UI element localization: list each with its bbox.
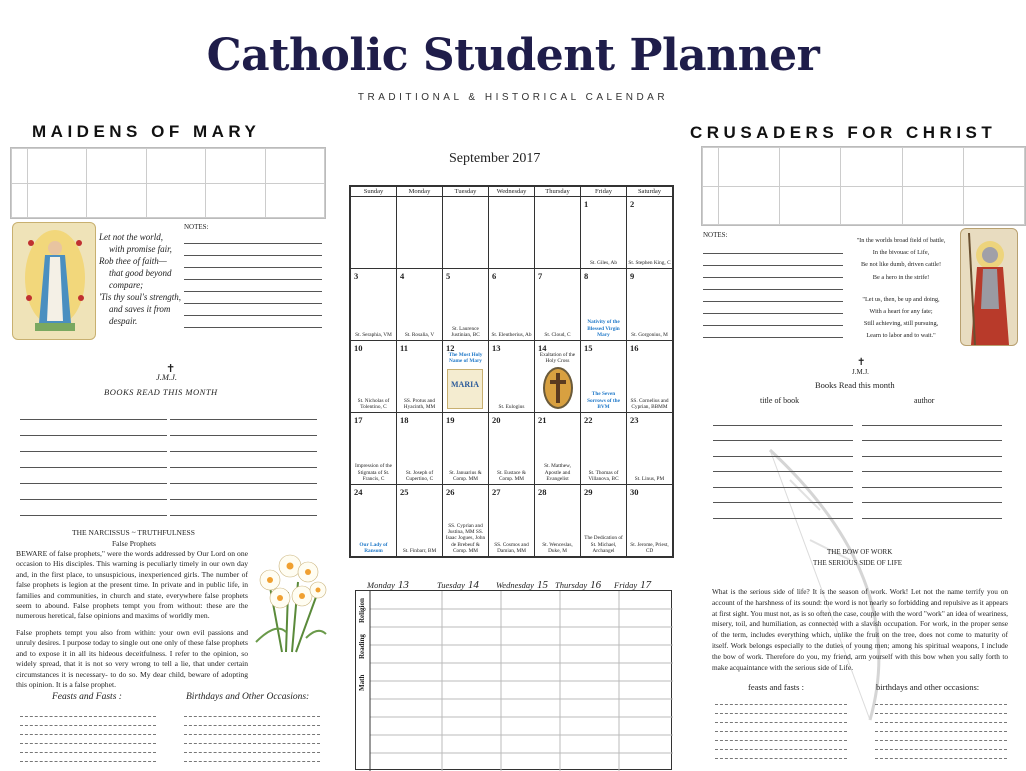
right-birthdays-lines <box>875 696 1007 759</box>
calendar-day-cell[interactable] <box>581 485 627 557</box>
weekday-header: Sunday <box>351 187 397 197</box>
feast-label: SS. Protus and Hyacinth, MM <box>403 397 436 410</box>
feast-label: St. Thomas of Villanova, BC <box>588 469 619 482</box>
right-top-grid <box>701 146 1026 226</box>
weekly-day-name: Monday <box>367 580 395 590</box>
right-article-para: What is the serious side of life? It is the season of work. Work! Let not the name terrify you on account of the harshness of its sound: the word is not nearly so forbidding and repulsive as it appears at first sight. You must not, as is so often the case, couple with the word "work" an idea of weariness, misery, toil, and humiliation, as connected with a slavish occupation. For work, in the proper sense of the term, includes everything which, unlike the fruit on the tree, does not come to maturity of itself. Work belongs especially to the duties of young men; among his spiritual weapons, I include the bow of work. Therefore do you, my friend, arm yourself with this bow when you sally forth to make acquaintance with the serious side of Life. <box>712 587 1008 672</box>
left-books-lines-b <box>170 404 317 516</box>
left-article-para1: BEWARE of false prophets," were the words addressed by Our Lord on one occasion to His disciples. This warning is peculiarly timely in our own day and, in the first place, to unsuspicious, inexperienced girls. The number of false prophets is legion at the present time. In private and in public life, in families and communities, in church and state, everywhere false prophets seem to abound. False prophets tempt you from without: these are the numerous heretical, false opinions and maxims of worldly men. <box>16 549 248 621</box>
day-number: 17 <box>354 415 363 425</box>
day-number: 15 <box>584 343 593 353</box>
day-number: 27 <box>492 487 501 497</box>
weekly-grid <box>356 591 673 771</box>
calendar-day-cell[interactable] <box>489 485 535 557</box>
feast-label: The Seven Sorrows of the BVM <box>587 391 620 410</box>
calendar-day-cell[interactable] <box>627 341 673 413</box>
feast-label: St. Laurence Justinian, BC <box>451 325 480 338</box>
subject-label: Math <box>358 674 366 692</box>
day-number: 16 <box>630 343 639 353</box>
right-col-author: author <box>914 396 935 405</box>
right-poem <box>846 235 956 343</box>
feast-label: St. Eustace & Comp. MM <box>497 469 526 482</box>
day-number: 1 <box>584 199 589 209</box>
saint-knight-image <box>960 228 1018 346</box>
calendar-day-cell[interactable] <box>535 269 581 341</box>
calendar-day-cell[interactable] <box>581 269 627 341</box>
weekday-header: Tuesday <box>443 187 489 197</box>
calendar-day-cell[interactable] <box>397 269 443 341</box>
calendar-day-cell[interactable] <box>443 269 489 341</box>
day-number: 13 <box>492 343 501 353</box>
calendar-week-row <box>351 197 673 269</box>
right-notes-label: NOTES: <box>703 231 728 239</box>
poem-line <box>846 284 956 294</box>
calendar-day-cell[interactable] <box>443 197 489 269</box>
day-number: 12 <box>446 343 455 353</box>
calendar-month-title: September 2017 <box>449 151 541 166</box>
poem-line: Be not like dumb, driven cattle! <box>860 261 942 269</box>
day-number: 23 <box>630 415 639 425</box>
right-notes-lines <box>703 242 843 338</box>
calendar-day-cell[interactable] <box>489 413 535 485</box>
poem-line: "Let us, then, be up and doing, <box>862 295 940 303</box>
calendar-day-cell[interactable] <box>581 341 627 413</box>
feast-label: Nativity of the Blessed Virgin Mary <box>587 319 620 338</box>
feast-label: St. Seraphia, VM <box>355 331 392 338</box>
poem-line: Rob thee of faith— <box>99 256 167 266</box>
weekly-day-number: 15 <box>536 579 548 591</box>
poem-line: 'Tis thy soul's strength, <box>99 292 182 302</box>
left-birthdays-lines <box>184 708 320 762</box>
calendar-week-row <box>351 269 673 341</box>
calendar-day-cell[interactable] <box>581 197 627 269</box>
calendar-week-row <box>351 413 673 485</box>
day-number: 3 <box>354 271 359 281</box>
maria-monogram-image: MARIA <box>447 369 483 409</box>
left-books-title: BOOKS READ THIS MONTH <box>104 387 218 397</box>
right-birthdays-label: birthdays and other occasions: <box>876 682 980 692</box>
weekday-header: Friday <box>581 187 627 197</box>
left-feasts-label: Feasts and Fasts : <box>52 692 122 702</box>
day-number: 9 <box>630 271 635 281</box>
feast-label: St. Finbarr, BM <box>402 547 437 554</box>
poem-line: and saves it from <box>109 304 171 314</box>
day-number: 24 <box>354 487 363 497</box>
right-books-lines-b <box>862 410 1002 519</box>
calendar-day-cell[interactable] <box>627 269 673 341</box>
feast-label: St. Nicholas of Tolentino, C <box>357 397 390 410</box>
right-feasts-label: feasts and fasts : <box>748 682 804 692</box>
weekly-day-name: Wednesday <box>496 580 534 590</box>
poem-line: "In the worlds broad field of battle, <box>856 237 946 244</box>
feast-label: Our Lady of Ransom <box>359 541 388 554</box>
subject-label: Reading <box>358 634 366 660</box>
left-books-lines-a <box>20 404 167 516</box>
feast-label: St. Matthew, Apostle and Evangelist <box>544 463 571 482</box>
day-number: 8 <box>584 271 589 281</box>
day-number: 21 <box>538 415 547 425</box>
calendar-day-cell[interactable] <box>351 413 397 485</box>
right-cross-icon: ✝ <box>857 357 866 368</box>
feast-label: St. Giles, Ab <box>589 259 618 266</box>
day-number: 19 <box>446 415 455 425</box>
right-feasts-lines <box>715 696 847 759</box>
right-jmj: J.M.J. <box>852 368 869 376</box>
right-col-title: title of book <box>760 396 800 405</box>
feast-label: St. Januarius & Comp. MM <box>449 469 482 482</box>
feast-label: The Most Holy Name of Mary <box>448 352 483 365</box>
feast-label: St. Rosalia, V <box>404 331 435 338</box>
day-number: 6 <box>492 271 497 281</box>
weekly-day-name: Tuesday <box>437 580 465 590</box>
feast-label: St. Eleutherius, Ab <box>491 331 532 338</box>
poem-line: despair. <box>109 316 138 326</box>
day-number: 7 <box>538 271 543 281</box>
weekly-day-number: 13 <box>397 579 409 591</box>
weekday-header: Wednesday <box>489 187 535 197</box>
right-panel-heading: CRUSADERS FOR CHRIST <box>690 123 997 142</box>
calendar-day-cell[interactable] <box>397 197 443 269</box>
holy-cross-image <box>543 367 573 409</box>
left-notes-label: NOTES: <box>184 223 209 231</box>
poem-line: In the bivouac of Life, <box>872 249 930 257</box>
day-number: 18 <box>400 415 409 425</box>
weekly-day-name: Friday <box>614 580 638 590</box>
poem-line: that good beyond <box>109 268 172 278</box>
calendar-day-cell[interactable] <box>535 341 581 413</box>
left-article-title: THE NARCISSUS ~ TRUTHFULNESS <box>72 528 195 537</box>
calendar-day-cell[interactable] <box>443 413 489 485</box>
poem-line: Learn to labor and to wait." <box>866 332 936 340</box>
left-top-grid <box>10 147 326 219</box>
virgin-mary-image <box>12 222 96 340</box>
poem-line: Still achieving, still pursuing, <box>863 320 939 328</box>
feast-label: SS. Cornelius and Cyprian, BBMM <box>630 397 669 410</box>
weekday-header: Monday <box>397 187 443 197</box>
left-birthdays-label: Birthdays and Other Occasions: <box>186 692 310 702</box>
weekly-planner <box>349 574 674 770</box>
feast-label: St. Linus, PM <box>634 475 665 482</box>
calendar-day-cell[interactable] <box>397 413 443 485</box>
left-panel-heading: MAIDENS OF MARY <box>32 122 261 141</box>
poem-line: compare; <box>109 280 144 290</box>
feast-label: St. Eulogius <box>498 403 525 410</box>
calendar-day-cell[interactable] <box>443 485 489 557</box>
calendar-day-cell[interactable] <box>443 341 489 413</box>
calendar-day-cell[interactable] <box>627 197 673 269</box>
left-poem <box>99 231 185 327</box>
left-feasts-lines <box>20 708 156 762</box>
poem-line: With a heart for any fate; <box>869 308 933 316</box>
poem-line: Let not the world, <box>99 232 164 242</box>
left-cross-icon: ✝ <box>166 363 176 375</box>
narcissus-flowers-image <box>246 542 332 654</box>
calendar-day-cell[interactable] <box>535 197 581 269</box>
weekly-day-number: 16 <box>590 579 602 591</box>
left-jmj: J.M.J. <box>156 372 178 382</box>
weekly-day-number: 17 <box>640 579 652 591</box>
right-article-title: THE BOW OF WORK <box>827 548 893 556</box>
calendar-week-row <box>351 341 673 413</box>
day-number: 29 <box>584 487 593 497</box>
right-article-subtitle: THE SERIOUS SIDE OF LIFE <box>813 559 903 567</box>
calendar-day-cell[interactable] <box>351 269 397 341</box>
left-article-para2: False prophets tempt you also from within: your own evil passions and unruly desires. I purpose today to single out one only of these false prophets and to expose it in all its hideous deceitfulness. I refer to the opinion, so widely spread, that it is not so very wrong to tell a lie, that under certain circumstances it is necessary- to do so. My dear child, beware of adopting this opinion. It is a false prophet. <box>16 628 248 690</box>
calendar-day-cell[interactable] <box>489 197 535 269</box>
day-number: 28 <box>538 487 547 497</box>
poem-line: with promise fair, <box>109 244 172 254</box>
day-number: 14 <box>538 343 547 353</box>
day-number: 26 <box>446 487 455 497</box>
day-number: 20 <box>492 415 501 425</box>
feast-label: St. Jerome, Priest, CD <box>630 541 669 554</box>
calendar-day-cell[interactable] <box>581 413 627 485</box>
calendar-day-cell[interactable] <box>627 485 673 557</box>
calendar-day-cell[interactable] <box>489 341 535 413</box>
calendar-day-cell[interactable] <box>397 485 443 557</box>
feast-label: The Dedication of St. Michael, Archangel <box>584 535 623 554</box>
right-books-lines-a <box>713 410 853 519</box>
feast-label: SS. Cyprian and Justina, MM SS. Isaac Jogues, John de Brebeuf & Comp. MM <box>445 522 486 554</box>
day-number: 11 <box>400 343 409 353</box>
weekday-header: Thursday <box>535 187 581 197</box>
subject-label: Religion <box>358 598 366 624</box>
feast-label: Impression of the Stigmata of St. Francis, C <box>354 463 393 482</box>
right-books-title: Books Read this month <box>815 380 895 390</box>
feast-label: St. Stephen King, C <box>628 259 671 266</box>
calendar-day-cell[interactable] <box>489 269 535 341</box>
calendar-day-cell[interactable] <box>351 485 397 557</box>
calendar-day-cell[interactable] <box>535 413 581 485</box>
poem-line: Be a hero in the strife! <box>872 273 930 281</box>
feast-label: St. Cloud, C <box>544 331 571 338</box>
feast-label: SS. Cosmos and Damian, MM <box>494 541 529 554</box>
day-number: 30 <box>630 487 639 497</box>
day-number: 2 <box>630 199 635 209</box>
calendar-day-cell[interactable] <box>627 413 673 485</box>
day-number: 25 <box>400 487 409 497</box>
calendar-day-cell[interactable] <box>351 197 397 269</box>
feast-label: Exaltation of the Holy Cross <box>539 352 576 365</box>
day-number: 5 <box>446 271 451 281</box>
left-article-subtitle: False Prophets <box>112 539 156 548</box>
feast-label: St. Joseph of Cupertino, C <box>405 469 434 482</box>
left-notes-lines <box>184 232 322 328</box>
feast-label: St. Gorgonius, M <box>631 331 668 338</box>
weekly-day-number: 14 <box>467 579 479 591</box>
calendar-day-cell[interactable] <box>351 341 397 413</box>
calendar-week-row <box>351 485 673 557</box>
day-number: 4 <box>400 271 405 281</box>
planner-title: Catholic Student Planner <box>206 30 820 81</box>
day-number: 22 <box>584 415 593 425</box>
planner-subtitle: TRADITIONAL & HISTORICAL CALENDAR <box>357 92 669 103</box>
weekday-header: Saturday <box>627 187 673 197</box>
feast-label: St. Wenceslas, Duke, M <box>542 541 573 554</box>
calendar-day-cell[interactable] <box>535 485 581 557</box>
month-calendar <box>349 185 674 558</box>
day-number: 10 <box>354 343 363 353</box>
calendar-day-cell[interactable] <box>397 341 443 413</box>
weekly-day-name: Thursday <box>555 580 588 590</box>
